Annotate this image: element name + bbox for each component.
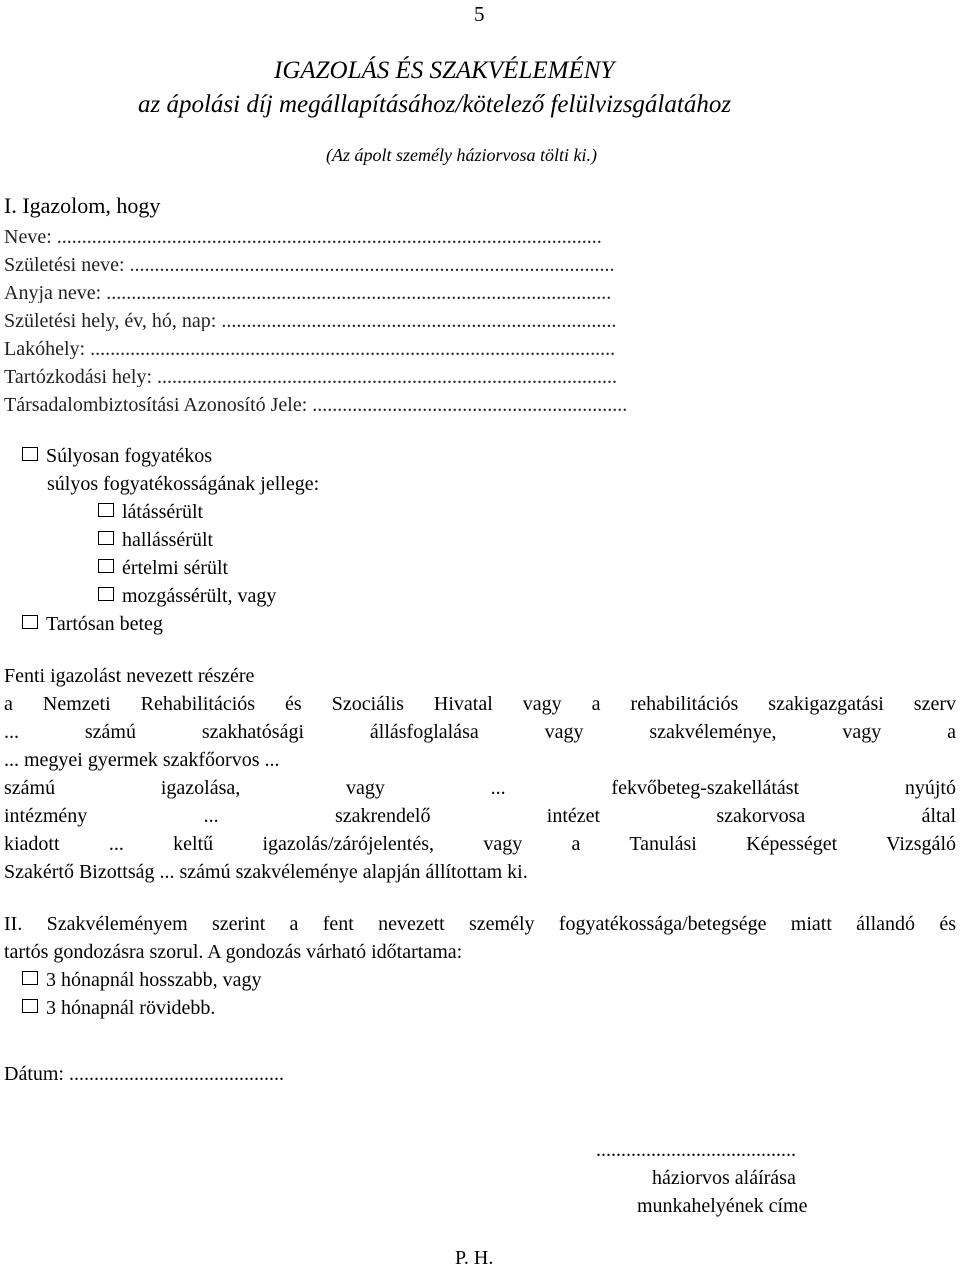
birth-name-field[interactable]: Születési neve: ................................................................................................. [4, 255, 615, 275]
stamp-placeholder: P. H. [455, 1247, 494, 1269]
checkbox-icon [22, 447, 38, 461]
checkbox-shorter-than-3-months[interactable] [22, 998, 215, 1018]
checkbox-visually-impaired[interactable] [98, 502, 203, 522]
date-field[interactable]: Dátum: ........................................... [4, 1063, 284, 1085]
place-of-stay-field[interactable]: Tartózkodási hely: ............................................................................................ [4, 367, 617, 387]
checkbox-chronically-ill[interactable] [22, 614, 163, 634]
checkbox-label: hallássérült [122, 529, 214, 551]
checkbox-label: értelmi sérült [122, 557, 229, 579]
workplace-address-label: munkahelyének címe [637, 1195, 808, 1217]
checkbox-icon [98, 587, 114, 601]
section2-line: tartós gondozásra szorul. A gondozás várható időtartama: [4, 941, 463, 963]
checkbox-icon [98, 503, 114, 517]
document-title: IGAZOLÁS ÉS SZAKVÉLEMÉNY [274, 57, 615, 84]
paragraph-line: kiadott ... keltű igazolás/zárójelentés, vagy a Tanulási Képességet Vizsgáló [4, 833, 956, 855]
section2-line: II. Szakvéleményem szerint a fent nevezett személy fogyatékossága/betegsége miatt állandó és [4, 913, 956, 935]
paragraph-line: ... számú szakhatósági állásfoglalása vagy szakvéleménye, vagy a [4, 721, 956, 743]
checkbox-mobility-impaired[interactable] [98, 586, 276, 606]
checkbox-icon [98, 559, 114, 573]
social-security-number-field[interactable]: Társadalombiztosítási Azonosító Jele: ............................................................... [4, 395, 628, 415]
signature-label: háziorvos aláírása [652, 1167, 796, 1189]
checkbox-icon [22, 615, 38, 629]
paragraph-line: számú igazolása, vagy ... fekvőbeteg-szakellátást nyújtó [4, 777, 956, 799]
checkbox-icon [98, 531, 114, 545]
checkbox-label: Tartósan beteg [46, 613, 163, 635]
section1-heading: I. Igazolom, hogy [4, 193, 161, 218]
birth-place-date-field[interactable]: Születési hely, év, hó, nap: ............................................................................... [4, 311, 617, 331]
disability-nature-label: súlyos fogyatékosságának jellege: [47, 473, 320, 495]
name-field[interactable]: Neve: ............................................................................................................. [4, 227, 602, 247]
checkbox-label: 3 hónapnál hosszabb, vagy [46, 969, 262, 991]
checkbox-intellectually-disabled[interactable] [98, 558, 228, 578]
checkbox-label: mozgássérült, vagy [122, 585, 277, 607]
paragraph-line: a Nemzeti Rehabilitációs és Szociális Hivatal vagy a rehabilitációs szakigazgatási szerv [4, 693, 956, 715]
paragraph-line: ... megyei gyermek szakfőorvos ... [4, 749, 280, 771]
residence-field[interactable]: Lakóhely: ......................................................................................................... [4, 339, 616, 359]
document-subtitle: az ápolási díj megállapításához/kötelező felülvizsgálatához [138, 91, 732, 118]
paragraph-line: intézmény ... szakrendelő intézet szakorvosa által [4, 805, 956, 827]
checkbox-severely-disabled[interactable] [22, 446, 212, 466]
checkbox-longer-than-3-months[interactable] [22, 970, 262, 990]
checkbox-label: Súlyosan fogyatékos [46, 445, 213, 467]
paragraph-line: Szakértő Bizottság ... számú szakvéleménye alapján állítottam ki. [4, 861, 528, 883]
paragraph-line: Fenti igazolást nevezett részére [4, 665, 255, 687]
mother-name-field[interactable]: Anyja neve: ..................................................................................................... [4, 283, 612, 303]
checkbox-icon [22, 971, 38, 985]
fill-instruction-note: (Az ápolt személy háziorvosa tölti ki.) [326, 145, 597, 165]
signature-line: ........................................ [596, 1139, 796, 1161]
checkbox-icon [22, 999, 38, 1013]
page-number: 5 [474, 2, 485, 26]
checkbox-label: látássérült [122, 501, 204, 523]
checkbox-hearing-impaired[interactable] [98, 530, 213, 550]
checkbox-label: 3 hónapnál rövidebb. [46, 997, 216, 1019]
